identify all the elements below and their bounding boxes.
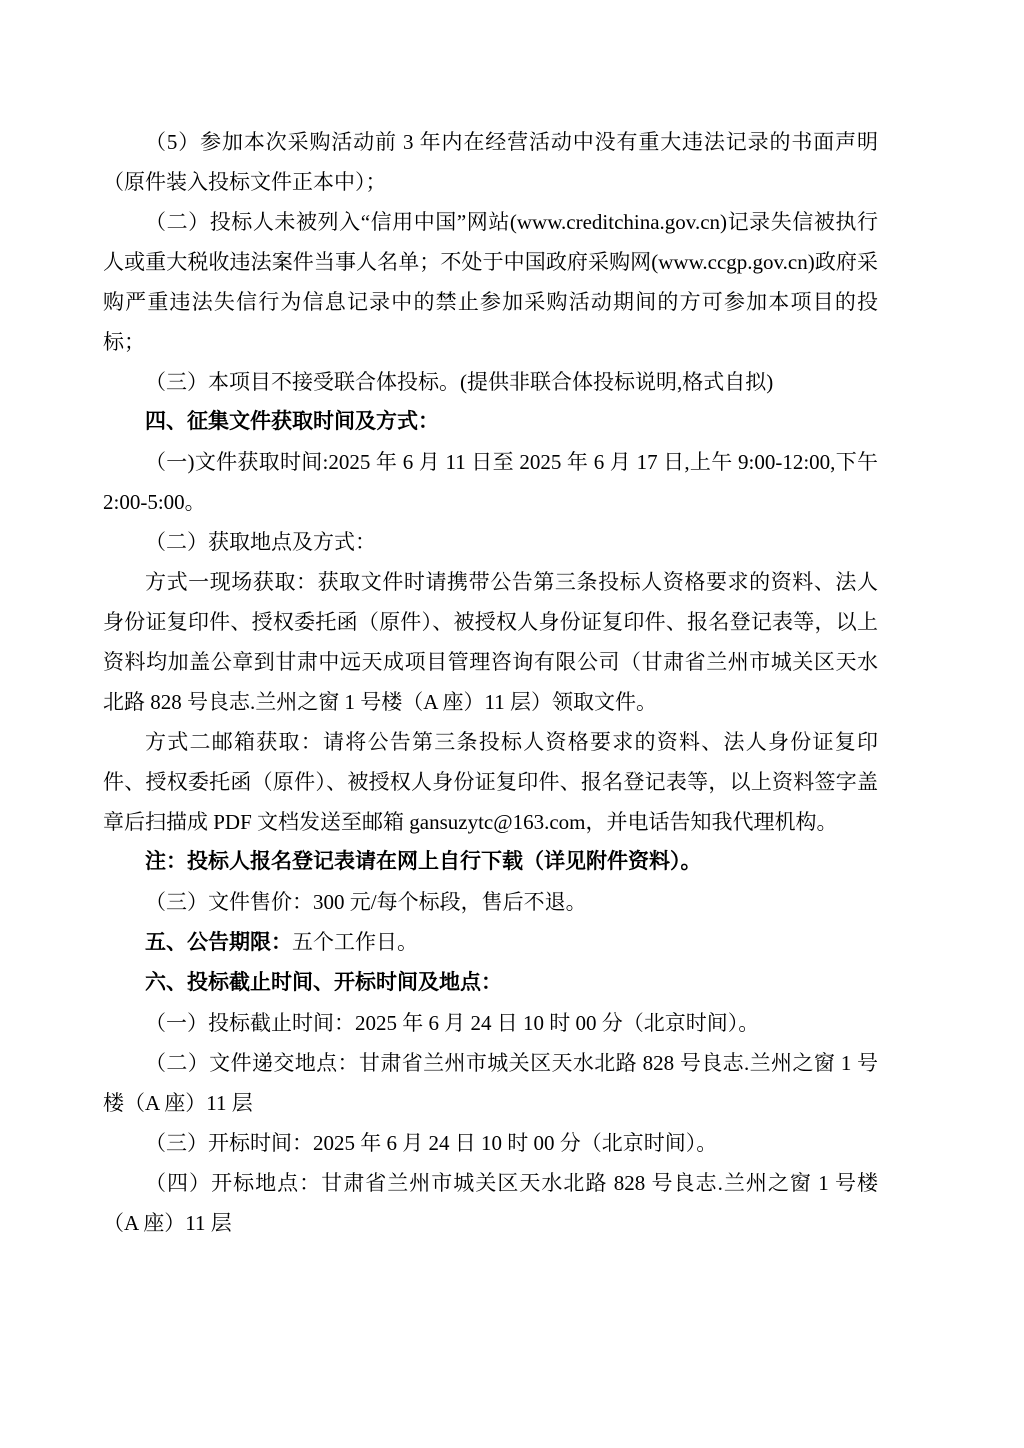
notice-period-label: 五、公告期限： [145, 931, 292, 954]
paragraph-note-registration-form: 注：投标人报名登记表请在网上自行下载（详见附件资料）。 [145, 850, 702, 873]
heading-section6-bid-deadline-opening: 六、投标截止时间、开标时间及地点： [145, 971, 502, 994]
paragraph-bid-deadline-time: （一）投标截止时间：2025 年 6 月 24 日 10 时 00 分（北京时间）。 [145, 1011, 760, 1035]
paragraph-method2-email: 方式二邮箱获取：请将公告第三条投标人资格要求的资料、法人身份证复印件、授权委托函（原件）、被授权人身份证复印件、报名登记表等，以上资料签字盖章后扫描成 PDF 文档发送至邮箱 gansuzytc@163.com，并电话告知我代理机构。 [103, 730, 878, 834]
notice-period-value: 五个工作日。 [292, 930, 418, 954]
paragraph-item5-declaration: （5）参加本次采购活动前 3 年内在经营活动中没有重大违法记录的书面声明（原件装入投标文件正本中）； [103, 130, 878, 194]
paragraph-method1-onsite: 方式一现场获取：获取文件时请携带公告第三条投标人资格要求的资料、法人身份证复印件、授权委托函（原件）、被授权人身份证复印件、报名登记表等，以上资料均加盖公章到甘肃中远天成项目管理咨询有限公司（甘肃省兰州市城关区天水北路 828 号良志.兰州之窗 1 号楼（A 座）11 层）领取文件。 [103, 570, 878, 714]
paragraph-notice-period [103, 922, 878, 963]
paragraph-document-price: （三）文件售价：300 元/每个标段，售后不退。 [145, 890, 587, 914]
paragraph-item3-no-consortium: （三）本项目不接受联合体投标。(提供非联合体投标说明,格式自拟) [145, 370, 774, 394]
paragraph-bid-opening-time: （三）开标时间：2025 年 6 月 24 日 10 时 00 分（北京时间）。 [145, 1131, 718, 1155]
paragraph-acquisition-time: （一)文件获取时间:2025 年 6 月 11 日至 2025 年 6 月 17 日,上午 9:00-12:00,下午 2:00-5:00。 [103, 450, 878, 514]
paragraph-item2-credit-china: （二）投标人未被列入“信用中国”网站(www.creditchina.gov.cn)记录失信被执行人或重大税收违法案件当事人名单；不处于中国政府采购网(www.ccgp.gov.cn)政府采购严重违法失信行为信息记录中的禁止参加采购活动期间的方可参加本项目的投标； [103, 210, 878, 354]
paragraph-document-submission-location: （二）文件递交地点：甘肃省兰州市城关区天水北路 828 号良志.兰州之窗 1 号楼（A 座）11 层 [103, 1051, 878, 1115]
paragraph-acquisition-location-method: （二）获取地点及方式： [145, 530, 376, 554]
paragraph-bid-opening-location: （四）开标地点：甘肃省兰州市城关区天水北路 828 号良志.兰州之窗 1 号楼（A 座）11 层 [103, 1171, 878, 1235]
heading-section4-document-acquisition: 四、征集文件获取时间及方式： [145, 410, 439, 433]
